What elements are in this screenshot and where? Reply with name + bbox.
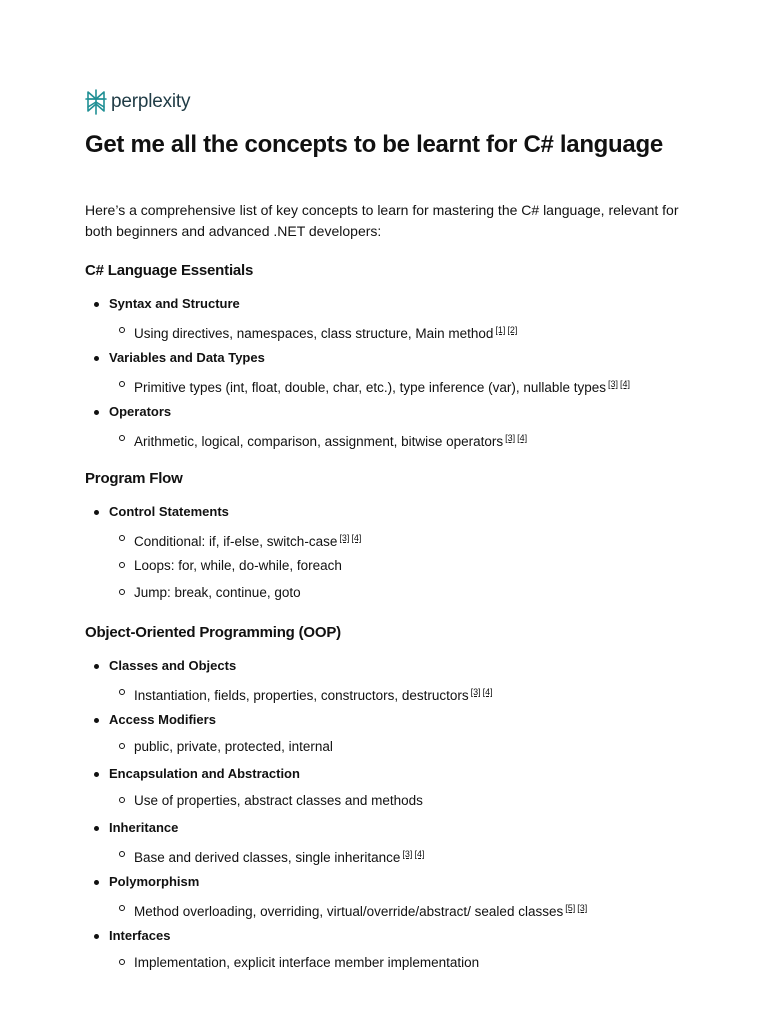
section-heading: C# Language Essentials	[85, 262, 254, 279]
topic-label: Access Modifiers	[109, 712, 216, 727]
subtopic-list	[109, 425, 695, 452]
topic-item	[85, 290, 695, 344]
subtopic-text: Primitive types (int, float, double, char, etc.), type inference (var), nullable types	[134, 380, 606, 395]
section-heading: Object-Oriented Programming (OOP)	[85, 624, 341, 641]
citation-link[interactable]: [3]	[402, 849, 413, 859]
citation-link[interactable]: [1]	[495, 325, 506, 335]
subtopic-item	[109, 525, 695, 552]
citation-link[interactable]: [4]	[414, 849, 425, 859]
subtopic-item	[109, 787, 695, 814]
topic-label: Variables and Data Types	[109, 350, 265, 365]
topic-item	[85, 760, 695, 814]
perplexity-logo-icon	[85, 89, 107, 115]
subtopic-list	[109, 787, 695, 814]
subtopic-text: Base and derived classes, single inheritance	[134, 850, 401, 865]
topic-label: Interfaces	[109, 928, 171, 943]
subtopic-text: Method overloading, overriding, virtual/override/abstract/ sealed classes	[134, 904, 564, 919]
citation-link[interactable]: [3]	[339, 533, 350, 543]
section-heading: Program Flow	[85, 470, 183, 487]
subtopic-list	[109, 679, 695, 706]
citation-link[interactable]: [3]	[607, 379, 618, 389]
topic-label: Polymorphism	[109, 874, 200, 889]
subtopic-item	[109, 733, 695, 760]
topic-item	[85, 706, 695, 760]
citation-link[interactable]: [4]	[619, 379, 630, 389]
subtopic-item	[109, 841, 695, 868]
citation-link[interactable]: [3]	[577, 903, 588, 913]
subtopic-item	[109, 317, 695, 344]
subtopic-list	[109, 317, 695, 344]
topic-label: Control Statements	[109, 504, 229, 519]
subtopic-item	[109, 425, 695, 452]
subtopic-text: Jump: break, continue, goto	[134, 585, 301, 600]
subtopic-item	[109, 371, 695, 398]
citation-link[interactable]: [4]	[351, 533, 362, 543]
subtopic-text: public, private, protected, internal	[134, 739, 333, 754]
subtopic-text: Arithmetic, logical, comparison, assignment, bitwise operators	[134, 434, 504, 449]
citation-link[interactable]: [3]	[470, 687, 481, 697]
subtopic-list	[109, 841, 695, 868]
subtopic-text: Using directives, namespaces, class structure, Main method	[134, 326, 494, 341]
topic-item	[85, 814, 695, 868]
citation-link[interactable]: [4]	[517, 433, 528, 443]
topic-item	[85, 398, 695, 452]
topic-item	[85, 652, 695, 706]
subtopic-list	[109, 371, 695, 398]
subtopic-list	[109, 525, 695, 606]
topic-label: Classes and Objects	[109, 658, 237, 673]
topic-label: Encapsulation and Abstraction	[109, 766, 300, 781]
subtopic-list	[109, 895, 695, 922]
citation-link[interactable]: [3]	[505, 433, 516, 443]
intro-paragraph: Here’s a comprehensive list of key concepts to learn for mastering the C# language, relevant for both beginners and advanced .NET developers:	[85, 202, 679, 239]
topic-label: Syntax and Structure	[109, 296, 240, 311]
citation-link[interactable]: [5]	[565, 903, 576, 913]
subtopic-item	[109, 552, 695, 579]
subtopic-text: Conditional: if, if-else, switch-case	[134, 534, 338, 549]
subtopic-text: Implementation, explicit interface member implementation	[134, 955, 480, 970]
topic-list	[85, 290, 695, 452]
topic-item	[85, 868, 695, 922]
topic-item	[85, 498, 695, 606]
topic-label: Inheritance	[109, 820, 179, 835]
subtopic-item	[109, 679, 695, 706]
citation-link[interactable]: [4]	[482, 687, 493, 697]
citation-link[interactable]: [2]	[507, 325, 518, 335]
subtopic-text: Instantiation, fields, properties, constructors, destructors	[134, 688, 469, 703]
subtopic-item	[109, 895, 695, 922]
page-title: Get me all the concepts to be learnt for C# language	[85, 131, 663, 158]
subtopic-list	[109, 733, 695, 760]
subtopic-text: Loops: for, while, do-while, foreach	[134, 558, 342, 573]
concepts-list	[85, 258, 695, 990]
topic-item	[85, 922, 695, 976]
logo-wordmark: perplexity	[111, 91, 191, 112]
subtopic-item	[109, 579, 695, 606]
topic-list	[85, 498, 695, 606]
topic-list	[85, 652, 695, 976]
perplexity-logo	[85, 88, 190, 116]
subtopic-text: Use of properties, abstract classes and methods	[134, 793, 423, 808]
subtopic-list	[109, 949, 695, 976]
topic-item	[85, 344, 695, 398]
subtopic-item	[109, 949, 695, 976]
topic-label: Operators	[109, 404, 172, 419]
